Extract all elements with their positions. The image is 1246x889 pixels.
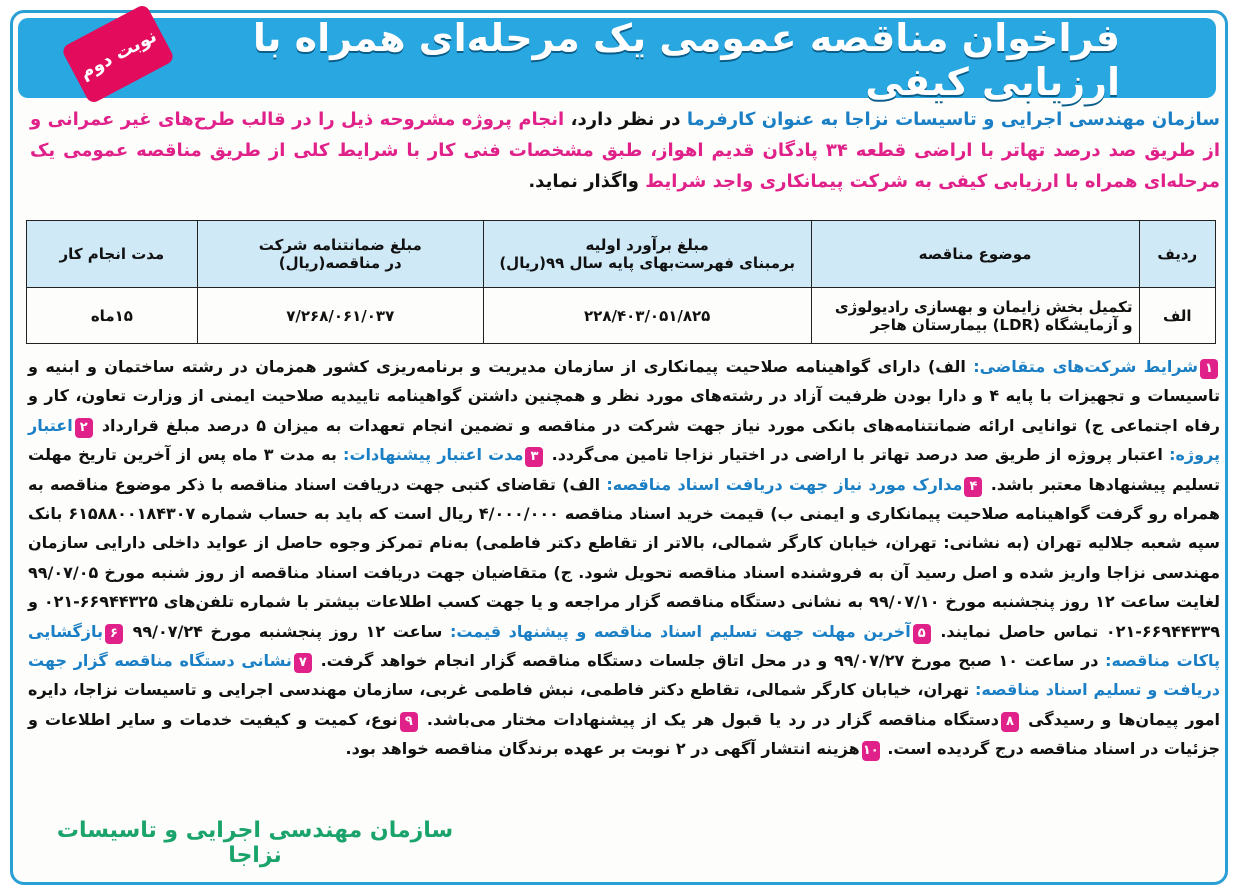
tender-table <box>26 220 1216 344</box>
section-number-7: ۷ <box>294 653 312 673</box>
section-number-6: ۶ <box>105 624 123 644</box>
conditions-body <box>28 352 1220 764</box>
header-guarantee-line2: در مناقصه(ریال) <box>278 254 402 272</box>
header-guarantee <box>197 221 483 288</box>
cell-index: الف <box>1139 288 1215 344</box>
section-text-4: الف) تقاضای کتبی جهت دریافت اسناد مناقصه با ذکر موضوع مناقصه به همراه رو گرفت گواهینامه صلاحیت پیمانکاری و ایمنی ب) قیمت خرید اسناد مناقصه ۴/۰۰۰/۰۰۰ ریال است که باید به حساب شماره ۶۱۵۸۸۰۰۱۸۴۳۰۷ بانک سپه شعبه جلالیه تهران (به نشانی: تهران، خیابان کارگر شمالی، بالاتر از تقاطع دکتر فاطمی) به‌نام تمرکز وجوه حاصل از عواید داخلی دارایی سازمان مهندسی نزاجا واریز شده و اصل رسید آن به فروشنده اسناد مناقصه تحویل شود. ج) متقاضیان جهت دریافت اسناد مناقصه از روز شنبه مورخ ۹۹/۰۷/۰۵ لغایت ساعت ۱۲ روز پنجشنبه مورخ ۹۹/۰۷/۱۰ به نشانی دستگاه مناقصه گزار مراجعه و یا جهت کسب اطلاعات بیشتر با شماره تلفن‌های ۶۶۹۴۴۳۲۵-۰۲۱ و ۶۶۹۴۴۳۳۹-۰۲۱ تماس حاصل نمایند. <box>28 474 1221 641</box>
header-guarantee-line1: مبلغ ضمانتنامه شرکت <box>258 236 422 254</box>
section-text-5: ساعت ۱۲ روز پنجشنبه مورخ ۹۹/۰۷/۲۴ <box>132 621 443 641</box>
section-text-6: در ساعت ۱۰ صبح مورخ ۹۹/۰۷/۲۷ و در محل اتاق جلسات دستگاه مناقصه گزار انجام خواهد گرفت. <box>320 651 1099 671</box>
section-text-10: هزینه انتشار آگهی در ۲ نوبت بر عهده برندگان مناقصه خواهد بود. <box>345 739 860 759</box>
section-number-2: ۲ <box>75 418 93 438</box>
page-title: فراخوان مناقصه عمومی یک مرحله‌ای همراه با ارزیابی کیفی <box>252 16 1120 104</box>
section-heading-2: اعتبار پروژه: <box>28 415 1221 465</box>
cell-duration: ۱۵ماه <box>27 288 198 344</box>
section-heading-4: مدارک مورد نیاز جهت دریافت اسناد مناقصه: <box>606 474 963 494</box>
section-heading-1: شرایط شرکت‌های متقاضی: <box>973 357 1198 376</box>
cell-estimate: ۲۲۸/۴۰۳/۰۵۱/۸۲۵ <box>483 288 811 344</box>
section-number-5: ۵ <box>913 624 931 644</box>
section-number-3: ۳ <box>525 447 543 467</box>
intro-org: سازمان مهندسی اجرایی و تاسیسات نزاجا به عنوان کارفرما <box>686 109 1220 130</box>
cell-subject <box>811 288 1139 344</box>
header-duration: مدت انجام کار <box>27 221 198 288</box>
intro-project: انجام پروژه مشروحه ذیل را در قالب طرح‌های غیر عمرانی و از طریق صد درصد تهاتر با اراضی قطعه ۳۴ پادگان قدیم اهواز، طبق مشخصات فنی کار با شرایط کلی از طریق مناقصه عمومی یک مرحله‌ای همراه با ارزیابی کیفی به شرکت پیمانکاری واجد شرایط <box>30 109 1220 192</box>
section-number-8: ۸ <box>1001 712 1019 732</box>
section-text-7: تهران، خیابان کارگر شمالی، تقاطع دکتر فاطمی، نبش فاطمی غربی، سازمان مهندسی اجرایی و تاسیسات نزاجا، دایره امور پیمان‌ها و رسیدگی <box>28 680 1221 729</box>
header-row-index: ردیف <box>1139 221 1215 288</box>
header-estimate-line2: برمبنای فهرست‌بهای پایه سال ۹۹(ریال) <box>499 254 796 272</box>
section-heading-7: نشانی دستگاه مناقصه گزار جهت دریافت و تسلیم اسناد مناقصه: <box>28 651 1221 700</box>
cell-guarantee: ۷/۲۶۸/۰۶۱/۰۳۷ <box>197 288 483 344</box>
section-text-2: اعتبار پروژه از طریق صد درصد تهاتر با اراضی در اختیار نزاجا تامین می‌گردد. <box>551 445 1163 465</box>
section-text-9: نوع، کمیت و کیفیت خدمات و سایر اطلاعات و جزئیات در اسناد مناقصه درج گردیده است. <box>28 709 1220 759</box>
intro-text-1: در نظر دارد، <box>564 109 687 130</box>
cell-subject-line1: تکمیل بخش زایمان و بهسازی رادیولوژی <box>834 297 1133 316</box>
header-estimate <box>483 221 811 288</box>
organization-signature: سازمان مهندسی اجرایی و تاسیسات نزاجا <box>56 818 454 868</box>
intro-text-2: واگذار نماید. <box>528 171 646 192</box>
header-estimate-line1: مبلغ برآورد اولیه <box>585 236 709 254</box>
table-row <box>27 288 1216 344</box>
section-text-3: به مدت ۳ ماه پس از آخرین تاریخ مهلت تسلیم پیشنهادها معتبر باشد. <box>28 445 1220 494</box>
section-number-9: ۹ <box>400 712 418 732</box>
section-heading-3: مدت اعتبار پیشنهادات: <box>343 445 524 465</box>
section-number-4: ۴ <box>964 477 982 497</box>
cell-subject-line2: و آزمایشگاه (LDR) بیمارستان هاجر <box>870 315 1133 334</box>
section-number-10: ۱۰ <box>862 741 880 761</box>
section-number-1: ۱ <box>1200 359 1218 379</box>
section-heading-6: بازگشایی پاکات مناقصه: <box>28 621 1221 671</box>
section-text-1: الف) دارای گواهینامه صلاحیت پیمانکاری از سازمان مدیریت و برنامه‌ریزی کشور همزمان در رشته ساختمان و ابنیه و تاسیسات و تجهیزات با پایه ۴ و دارا بودن ظرفیت آزاد در رشته‌های مورد نظر و همچنین داشتن گواهینامه تاییدیه صلاحیت ایمنی از وزارت تعاون، کار و رفاه اجتماعی ج) توانایی ارائه ضمانتنامه‌های بانکی مورد نیاز جهت شرکت در مناقصه و تضمین انجام تعهدات به میزان ۵ درصد مبلغ قرارداد <box>28 357 1221 435</box>
intro-paragraph <box>30 104 1220 197</box>
table-header-row <box>27 221 1216 288</box>
section-text-8: دستگاه مناقصه گزار در رد یا قبول هر یک از پیشنهادات مختار می‌باشد. <box>426 709 999 729</box>
header-subject: موضوع مناقصه <box>811 221 1139 288</box>
second-round-badge: نوبت دوم <box>61 3 176 105</box>
section-heading-5: آخرین مهلت جهت تسلیم اسناد مناقصه و پیشنهاد قیمت: <box>449 621 911 641</box>
